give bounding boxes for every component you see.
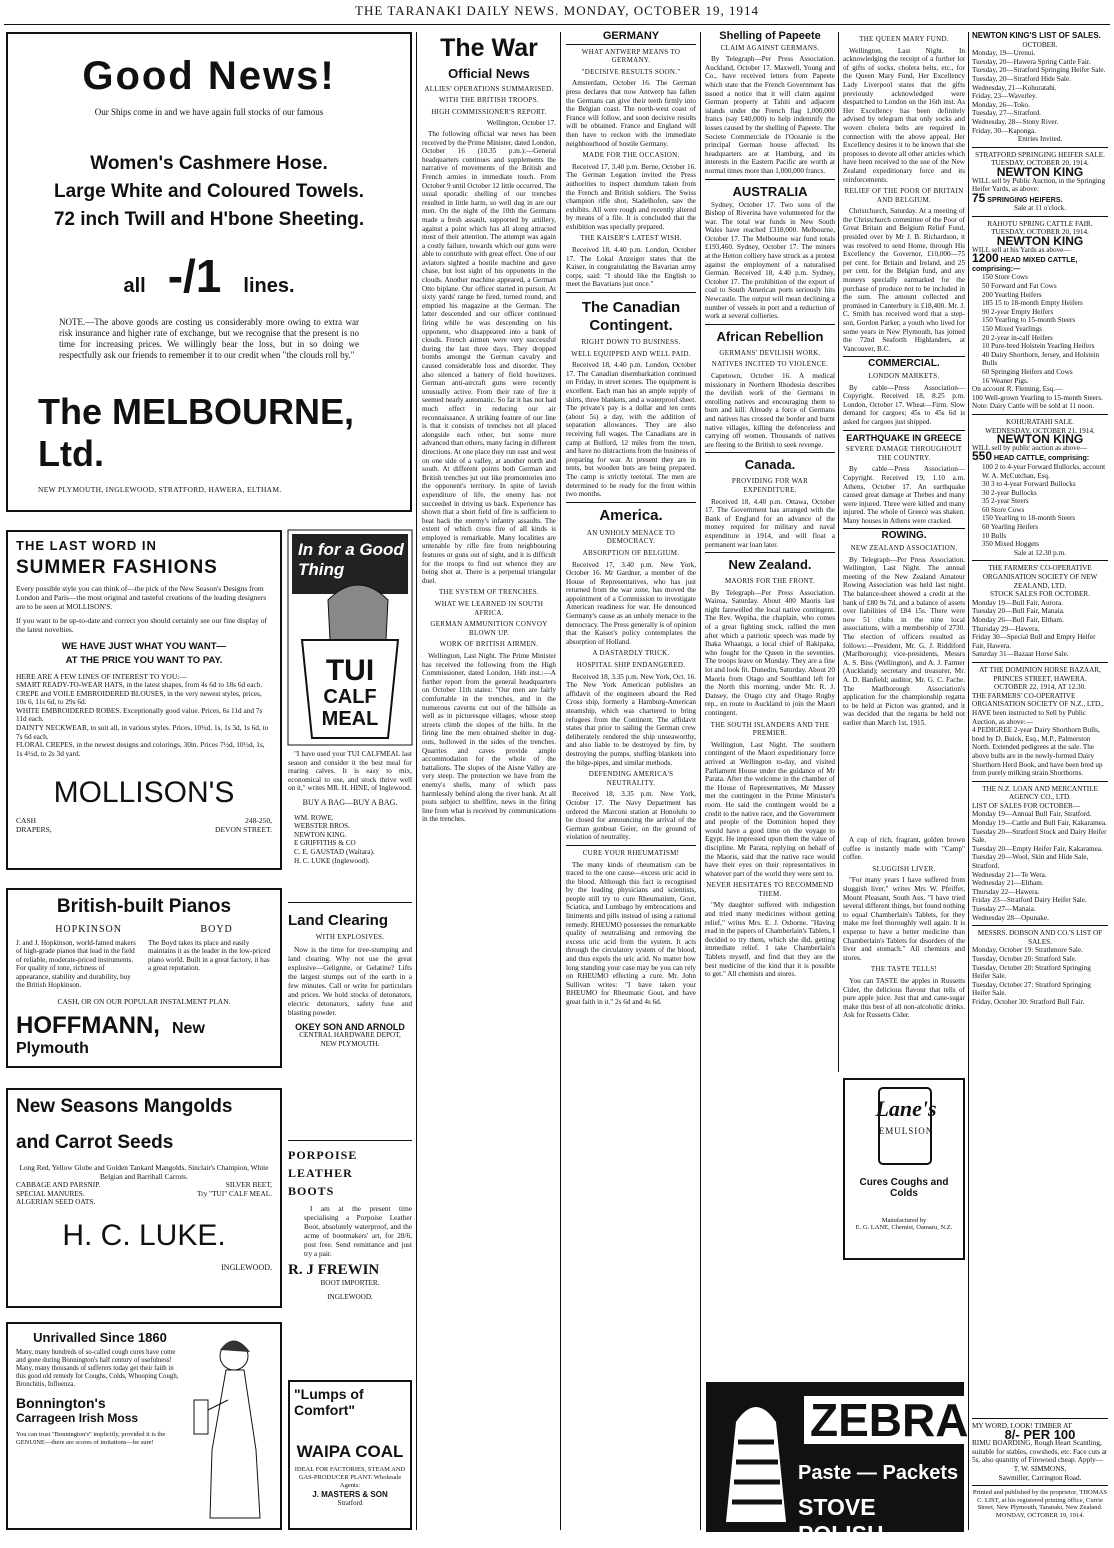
- list-item: 185 15 to 18-month Empty Heifers: [982, 299, 1083, 308]
- s3-firm: NEWTON KING: [996, 432, 1084, 447]
- s1-text: WILL sell by Public Auction, in the Springing Heifer Yards, as above:: [972, 176, 1106, 194]
- s2-text: WILL sell at his Yards as above—: [972, 245, 1071, 254]
- timber-name: T. W. SIMMONS,: [1013, 1464, 1067, 1473]
- list-item: Monday 19—Annual Bull Fair, Stratford.: [972, 810, 1092, 819]
- list-item: 40 Dairy Shorthorn, Jersey, and Holstein Bulls: [982, 350, 1100, 368]
- america-body3: Received 18, 3.35 p.m. New York, October 17. The Navy Department has ordered the Marconi station at Honolulu to be closed for announcing the arrival of the German gunboat Geier, on the ground of violation of neutrality.: [566, 790, 696, 842]
- war-column: [422, 32, 556, 1530]
- price-post: lines.: [243, 275, 295, 297]
- farmers-list: [972, 599, 1108, 659]
- s1-firm: NEWTON KING: [996, 164, 1084, 179]
- papeete-title: Shelling of Papeete: [719, 30, 821, 42]
- papeete-h1: CLAIM AGAINST GERMANS.: [720, 43, 820, 52]
- canadian-title2: Contingent.: [589, 317, 673, 335]
- african-body: Capetown, October 16. A medical missionary in Northern Rhodesia describes the devilish work of the Germans in enrolling natives and encouraging them to burn and kill. Already a force of Germans and natives has crossed the border and burnt native villages, killing the defenceless and carrying off women. Thousands of natives are fleeing to the British to seek revenge.: [705, 372, 835, 449]
- clearing-ad: [288, 908, 412, 1138]
- canada-body: Received 18, 4.40 p.m. Ottawa, October 17. The Government has arranged with the Bank of England for an advance of the money required for military and naval expenditure in 1914, and will float a permanent war loan later.: [705, 497, 835, 549]
- s3-title: KOHURATAHI SALE.: [1005, 417, 1075, 426]
- bazaar-text: HAVE been instructed to Sell by Public Auction, as above:—: [972, 708, 1087, 726]
- list-item: Tuesday 20—Wool, Skin and Hide Sale, Stratford.: [972, 853, 1089, 871]
- bonnington-name1: Bonnington's: [16, 1395, 106, 1411]
- tui-buy: BUY A BAG—BUY A BAG.: [302, 797, 398, 807]
- bonnington-text: Many, many hundreds of so-called cough cures have come and gone during Bonnington's half century of usefulness! Many, many thousands of sufferers today get their faith in this good old remedy for Coughs, Colds, Whooping Cough, Bronchitis, Influenza.: [16, 1349, 179, 1388]
- list-item: Tuesday 20—Empty Heifer Fair, Kakaramea.: [972, 844, 1103, 853]
- waipa-sub: IDEAL FOR FACTORIES, STEAM AND GAS-PRODUCER PLANT. Wholesale Agents:: [294, 1466, 406, 1489]
- taste-h2: THE TASTE TELLS!: [870, 965, 938, 974]
- timber-ad: [972, 1418, 1108, 1530]
- clearing-sub: WITH EXPLOSIVES.: [315, 933, 385, 941]
- bazaar-date: OCTOBER 22, 1914, AT 12.30.: [994, 683, 1086, 692]
- agent-list: [288, 814, 412, 866]
- frewin-place: INGLEWOOD.: [327, 1293, 373, 1302]
- tui-text: [288, 750, 412, 900]
- luke-line2b: Try "TUI" CALF MEAL.: [196, 1188, 272, 1198]
- rheumatism-title: CURE YOUR RHEUMATISM!: [582, 848, 680, 857]
- list-item: 60 Store Cows: [982, 505, 1025, 514]
- s3-time: Sale at 12.30 p.m.: [1014, 548, 1066, 557]
- canadian-h1: RIGHT DOWN TO BUSINESS.: [581, 338, 681, 347]
- melbourne-ad: [6, 32, 412, 512]
- list-item: SMART READY-TO-WEAR HATS, in the latest shapes, from 4s 6d to 18s 6d each.: [16, 680, 263, 689]
- list-item: FLORAL CREPES, in the newest designs and colorings, 30in. Prices 7½d, 10½d, 1s, 1s 4½d, to 2s 3d yard.: [16, 740, 265, 758]
- mollison-address: DEVON STREET.: [215, 825, 272, 835]
- porpoise-title3: BOOTS: [288, 1184, 335, 1198]
- masthead-rule: [4, 24, 1110, 25]
- nz-h2: THE SOUTH ISLANDERS AND THE PREMIER.: [710, 720, 830, 738]
- list-item: 30 2-year Bullocks: [982, 488, 1037, 497]
- list-item: 60 Yearling Heifers: [982, 523, 1039, 532]
- newton-title: NEWTON KING'S LIST OF SALES.: [972, 31, 1101, 40]
- african-h2: NATIVES INCITED TO VIOLENCE.: [711, 360, 829, 369]
- masthead: THE TARANAKI DAILY NEWS. MONDAY, OCTOBER 19, 1914: [355, 3, 759, 18]
- list-item: 350 Mixed Hoggets: [982, 540, 1040, 549]
- column-rule: [416, 32, 417, 1530]
- list-item: H. C. LUKE (Inglewood).: [294, 856, 370, 865]
- zebra-head-icon: [706, 1382, 802, 1532]
- waipa-ad: [288, 1380, 412, 1530]
- divider: [288, 902, 412, 903]
- lanes-mfr-name: E. G. LANE, Chemist, Oamaru, N.Z.: [855, 1224, 953, 1231]
- frewin-name: R. J FREWIN: [288, 1262, 380, 1278]
- list-item: Wednesday, 28—Stony River.: [972, 117, 1059, 126]
- luke-line3: ALGERIAN SEED OATS.: [16, 1197, 96, 1207]
- list-item: Monday 19—Cattle and Bull Fair, Kakaramea.: [972, 819, 1107, 828]
- porpoise-text: I am at the present time specialising a Porpoise Leather Boot, absolutely waterproof, and the acme of bootmakers' art, for 28/6, post free. Send remittance and just try a pair.: [304, 1204, 412, 1258]
- list-item: DAINTY NECKWEAR, to suit all, in various styles. Prices, 10½d, 1s, 1s 3d, 1s 6d, to 7s 6d each.: [16, 722, 269, 741]
- bonnington-since: Unrivalled Since 1860: [33, 1330, 167, 1345]
- farmers-h1: STOCK SALES FOR OCTOBER.: [990, 590, 1090, 599]
- list-item: Tuesday, October 20: Stratford Sale.: [972, 954, 1077, 963]
- taste-column: [843, 836, 965, 1072]
- nzloan-title: THE N.Z. LOAN AND MERCANTILE AGENCY CO., LTD.: [982, 784, 1098, 802]
- s2-firm: NEWTON KING: [996, 234, 1084, 249]
- bazaar-firm: THE FARMERS' CO-OPERATIVE ORGANISATION SOCIETY OF N.Z., LTD.,: [972, 691, 1104, 709]
- list-item: Wednesday 21—Te Wera.: [972, 870, 1047, 879]
- war-h3: HIGH COMMISSIONER'S REPORT.: [431, 107, 547, 116]
- taste-body3: You can TASTE the apples in Russetts Cider, the delicious flavour that tells of pure apple juice. Just that and cane-sugar make this best of all non-alcoholic drinks. Ask for Russetts Cider.: [843, 976, 965, 1020]
- list-item: Wednesday 28—Opunake.: [972, 913, 1049, 922]
- canadian-h2: WELL EQUIPPED AND WELL PAID.: [571, 349, 691, 358]
- taste-body: A cup of rich, fragrant, golden brown coffee is instantly made with "Camp" coffee.: [843, 836, 965, 862]
- america-body1: Received 17, 3.40 p.m. New York, October 16. Mr Gardner, a member of the House of Representatives, who has just returned from the war zone, has moved the appointment of a Commission to investigate American readiness for war. He denounced Germany's cause as an unholy menace to the democracy. The Press generally is of opinion that the Kaiser's policy contemplates the absorption of Holland.: [566, 560, 696, 646]
- america-body2: Received 18, 3.35 p.m. New York, Oct. 16. The New York American publishes an affidavit of the engineers aboard the Red Cross ship, formerly a Hamburg-American steamship, which was chartered to bring refugees from the Continent. The affidavit states that prior to sailing the German crew deliberately rendered the ship unseaworthy, and also liable to be destroyed by fire, by destroying the pumps, stuffing blankets into the bilge-pipes, and similar methods.: [566, 672, 696, 767]
- s1-time: Sale at 11 o'clock.: [1013, 204, 1067, 213]
- clearing-text: Now is the time for tree-stumping and land clearing. Why not use the great explosive—Gelignite, or Gelatine? Lifts the largest stumps out of the earth in a few minutes. Call or write for particulars and prices. We hold stocks of detonators, electric detonators, safety fuse and blasting powder.: [288, 944, 412, 1017]
- belgium-body: Christchurch, Saturday. At a meeting of the Christchurch committee of the Poor of Great Britain and Belgium Relief Fund, presided over by Mr J. B. Richardson, it was resolved to send Home, through His Excellency the Governor, £10,000—75 per cent. for Britain and Ireland, and 25 per cent. for the Belgian fund, and any moneys specially earmarked for the purchase of produce not to be included in the sum. The amount collected and promised in Canterbury is £18,400. Mr. J. C. Smith has received word that a step-son, Gordon Parker, a youth who lived for some years in New Plymouth, has joined the 72nd Seaforth Highlanders, at Vancouver, B.C.: [843, 207, 965, 353]
- germany-h3: MADE FOR THE OCCASION.: [582, 151, 680, 160]
- war-h4: THE SYSTEM OF TRENCHES.: [438, 588, 540, 597]
- farmers-title: THE FARMERS' CO-OPERATIVE ORGANISATION SOCIETY OF NEW ZEALAND, LTD.: [982, 564, 1098, 590]
- sales-column: [972, 32, 1108, 1412]
- war-body: The following official war news has been received by the Prime Minister, dated London, October 16 (10.35 p.m.):—General headquarters continues and supplements the narrative of movements of the British and French armies in immediate touch. From October 9 until October 12 little occurred. The usual sporadic shelling of our trenches resulted in little harm, so well dug in are our men. On the night of the 10th the Germans made a fresh assault, supported by artillery, against a point which has all along attracted most of their attention. The attempt was again a costly failure, towards which our guns were able to contribute with great effect. One of our aviators sighted a hostile machine and gave chase, but lost sight of his opponents in the clouds. Another machine appeared, a German Otto biplane. Our officer started in pursuit. At sixty yards' range he fired, turned round, and emptied his magazine at the German. The latter descended and our officer continued firing while he was descending on his opponent, who disappeared into a bank of clouds. French airmen were very successful during the last three days. They dropped bombs amongst the German cavalry and caused considerable loss and disorder. They also silenced a battery of field howitzers. German anti-aircraft guns were recently unusually active. From their rate of fire it seemed nearly automatic. So far it has not had much effect in reducing our air reconnaissance. A striking feature of our line is that it consists of trenches not all placed alongside each other, but some more advanced than others, many facing in different directions. At one place they run east and west on one side of a valley, at another north and south. At different points both German and British trenches jut out like promontories into the opponent's territory. In spite of lavish expenditure of life, the enemy has not succeeded in driving us back. Experience has shown that a short field of fire is sufficient to beat back the enemy's infantry assaults. The extent of which cross fire of all kinds is employed is remarkable. Many localities are untenable by rifle fire from neighbouring features or guns out of sight, and it is difficult for the troops to find out whence they are being shot at. There is a perpetual triangular duel.: [422, 129, 556, 585]
- war-h5: WHAT WE LEARNED IN SOUTH AFRICA.: [434, 600, 544, 617]
- list-item: Monday 26—Bull Fair, Eltham.: [972, 616, 1064, 624]
- pianos-title: British-built Pianos: [56, 896, 232, 917]
- nz-h3: NEVER HESITATES TO RECOMMEND THEM.: [706, 881, 834, 898]
- germany-title: GERMANY: [602, 30, 660, 42]
- rowing-title: ROWING.: [881, 530, 927, 542]
- s3-num: 550: [972, 449, 993, 464]
- queen-mary-title: THE QUEEN MARY FUND.: [859, 35, 949, 43]
- zebra-ad: [706, 1382, 969, 1547]
- s3-date: WEDNESDAY, OCTOBER 21, 1914.: [985, 426, 1095, 435]
- hoffmann-place: New Plymouth: [16, 1020, 205, 1058]
- mollison-ad: [6, 530, 282, 870]
- germany-h4: THE KAISER'S LATEST WISH.: [580, 234, 682, 243]
- newton-oct-head: OCTOBER.: [1022, 40, 1058, 49]
- list-item: 10 Bulls: [982, 531, 1007, 540]
- hoffmann-name: HOFFMANN,: [16, 1012, 160, 1040]
- commercial-h1: LONDON MARKETS.: [868, 371, 940, 380]
- list-item: Monday, October 19: Strathmore Sale.: [972, 946, 1083, 955]
- imprint: Printed and published by the proprietor, THOMAS C. LIST, at his registered printing office, Currie Street, New Plymouth, Taranaki, New Zealand. MONDAY, OCTOBER 19, 1914.: [972, 1489, 1108, 1519]
- america-h4: HOSPITAL SHIP ENDANGERED.: [576, 661, 686, 670]
- list-item: Tuesday, 27—Stratford.: [972, 109, 1041, 118]
- bazaar-item: 4 PEDIGREE 2-year Dairy Shorthorn Bulls, bred by D. Buick, Esq., M.P., Palmerston North. Extended pedigrees at the sale. The above bulls are in the newly-formed Dairy Shorthorn Herd Book, and have been bred up from purely milking strain Shorthorns.: [972, 726, 1103, 778]
- clearing-firm: OKEY SON AND ARNOLD: [295, 1021, 405, 1032]
- news-column-6: [843, 32, 965, 832]
- list-item: 16 Weaner Pigs.: [982, 376, 1029, 385]
- war-dateline: Wellington, October 17.: [486, 119, 556, 128]
- list-item: Tuesday, 20—Stratford Springing Heifer Sale.: [972, 66, 1106, 75]
- dobson-list: [972, 946, 1108, 1006]
- african-title: African Rebellion: [716, 328, 824, 344]
- germany-h1: WHAT ANTWERP MEANS TO GERMANY.: [581, 47, 681, 65]
- clearing-title: Land Clearing: [288, 912, 389, 929]
- s1-title: STRATFORD SPRINGING HEIFER SALE.: [975, 150, 1105, 159]
- melbourne-line1: Women's Cashmere Hose.: [90, 153, 328, 174]
- mollison-cash: CASH: [16, 816, 37, 826]
- war-body2: Wellington, Last Night. The Prime Minister has received the following from the High Commissioner, dated London, 16th inst.:—A further report from the general headquarters on October 11th states: "Our men are fairly comfortable in the trenches, and in the numerous caverns cut out of the hillside as well as in picturesque villages, whose steep streets climb the slopes of the hills. In the firing line the men obtained shelter in dug-outs, hollowed in the sides of the trenches. Quarries and caves provide ample accommodation for the whole of the battalions. The slopes of the Aisne Valley are very steep. The protection we have from the enemy's shells, many of which pass harmlessly behind along the river bank. At all posts subject to shellfire, news in the firing line from what is received by communications in the trenches.: [422, 652, 556, 824]
- mollison-intro2: If you want to be up-to-date and correct you should certainly see our fine display of the latest novelties.: [16, 616, 267, 634]
- war-subtitle: Official News: [448, 66, 530, 81]
- s2-num: 1200: [972, 251, 999, 266]
- bonnington-ad: [6, 1322, 282, 1530]
- list-item: 90 2-year Empty Heifers: [982, 307, 1054, 316]
- list-item: Tuesday, 20—Hawera Spring Cattle Fair.: [972, 57, 1091, 66]
- list-item: Wednesday 21—Eltham.: [972, 879, 1044, 888]
- tui-bucket1: TUI: [325, 654, 375, 687]
- tui-bucket2: CALF: [323, 686, 377, 708]
- waipa-name: WAIPA COAL: [296, 1442, 404, 1461]
- list-item: Monday, 19—Urenui.: [972, 49, 1036, 58]
- list-item: Friday, October 30: Stratford Bull Fair.: [972, 997, 1085, 1006]
- list-item: Tuesday, October 27: Stratford Springing Heifer Sale.: [972, 980, 1091, 998]
- list-item: Monday 19—Bull Fair, Aurora.: [972, 598, 1063, 607]
- dobson-title: MESSRS. DOBSON AND CO.'S LIST OF SALES.: [977, 929, 1103, 946]
- list-item: 150 Yearling to 18-month Steers: [982, 514, 1076, 523]
- zebra-brand: ZEBRA: [804, 1396, 974, 1444]
- nzloan-h1: LIST OF SALES FOR OCTOBER—: [972, 801, 1080, 810]
- melbourne-line2: Large White and Coloured Towels.: [53, 181, 364, 202]
- newton-oct-list: [972, 49, 1108, 135]
- taste-h1: SLUGGISH LIVER.: [872, 864, 936, 873]
- hopkinson-text: J. and J. Hopkinson, world-famed makers of high-grade pianos that lead in the field of reliable, moderate-priced instruments. For quality of tone, richness of appearance, stability and durability, buy the British Hopkinson.: [16, 939, 136, 990]
- column-rule: [560, 32, 561, 1530]
- list-item: Tuesday 20—Bull Fair, Manaia.: [972, 607, 1065, 616]
- luke-line1b: SILVER BEET,: [225, 1180, 272, 1190]
- list-item: E GRIFFITHS & CO: [294, 839, 356, 848]
- column-rule: [968, 32, 969, 1530]
- nz-body2: Wellington, Last Night. The southern contingent of the Maori expeditionary force arrived at Wellington to-day, and visited Parliament House under the guidance of Mr Parata. After the welcome in the chamber of the House of Representatives, Mr Massey met the contingent in the Prime Minister's room. He said the contingent would be a credit to the native race, and the Government and people of the Dominion hoped they would have a good time on the voyage to Egypt. He impressed upon them the value of discipline. Mr Parata, replying on behalf of the Maoris, said that the native race would have their eyes on their representatives in whatever part of the world they were sent to.: [705, 740, 835, 878]
- list-item: WHITE EMBROIDERED ROBES. Exceptionally good value. Prices, 6s 11d and 7s 11d each.: [16, 705, 263, 724]
- mollison-items: [16, 681, 272, 758]
- s3-text: WILL sell by public auction as above—: [972, 443, 1088, 452]
- germany-body1: Amsterdam, October 16. The German press declares that now Antwerp has fallen the Germans can give their teeth firmly into the Belgian coast. The north-west coast of France will follow, and soon decisive results will be obtained. France and England will then have to reckon with the immediate neighbourhood of hostile Germany.: [566, 79, 696, 148]
- queen-mary-body: Wellington, Last Night. In acknowledging the receipt of a further lot of gifts of socks, cholera belts, etc., for the Queen Mary Fund, Her Excellency Lady Liverpool states that the gifts previously acknowledged were despatched to London on the 16th inst. As Her Excellency has been definitely advised by telegram that only socks and woven cholera belts are required in connection with the above appeal, Her Excellency desires it to be known that she proposes to devote all other articles which have been received to the use of the New Zealand expeditionary force and its reinforcements.: [843, 46, 965, 184]
- brand-boyd: BOYD: [200, 924, 233, 935]
- america-h3: A DASTARDLY TRICK.: [592, 649, 670, 658]
- waipa-agent: J. MASTERS & SON: [312, 1490, 388, 1499]
- nz-title: New Zealand.: [728, 557, 812, 573]
- commercial-title: COMMERCIAL.: [868, 358, 940, 370]
- list-item: 60 Springing Heifers and Cows: [982, 367, 1073, 376]
- lanes-brand: Lane's: [875, 1096, 937, 1121]
- s3-item: HEAD CATTLE, comprising:: [993, 453, 1090, 463]
- america-h2: ABSORPTION OF BELGIUM.: [582, 548, 680, 557]
- pianos-cash: CASH, OR ON OUR POPULAR INSTALMENT PLAN.: [57, 997, 231, 1007]
- lanes-mfr: Manufactured by: [881, 1217, 927, 1224]
- list-item: Tuesday 20—Stratford Stock and Dairy Heifer Sale.: [972, 827, 1107, 845]
- nzloan-list: [972, 810, 1108, 922]
- luke-place: INGLEWOOD.: [221, 1262, 272, 1272]
- brand-hopkinson: HOPKINSON: [55, 924, 122, 935]
- war-h6: GERMAN AMMUNITION CONVOY BLOWN UP.: [430, 620, 548, 637]
- list-item: 30 3 to 4-year Forward Bullocks: [982, 480, 1076, 489]
- porpoise-title2: LEATHER: [288, 1166, 353, 1180]
- list-item: 35 2-year Steers: [982, 497, 1029, 506]
- war-title: The War: [440, 34, 538, 62]
- divider: [288, 1140, 412, 1141]
- timber-text: RIMU BOARDING, Rough Heart Scantling, suitable for stables, cowsheds, etc. Face cuts at 5s, also quantity of Firewood cheap. Apply—: [972, 1439, 1107, 1465]
- tui-ad: [288, 530, 412, 745]
- australia-body: Sydney, October 17. Two sons of the Bishop of Riverina have volunteered for the war. The total war funds in New South Wales have reached £318,000. Melbourne, October 17. The Melbourne war fund totals £193,460. Sydney, October 17. The miners at the Hetton colliery have struck as a protest against the employment of a naturalised German. Received 18, 4.40 p.m. Sydney, October 17. The prohibition of the export of coal to South American ports seriously hits Newcastle. The output will mean declining a number of vessels in port and a reduction of work at several collieries.: [705, 200, 835, 321]
- nz-body3: "My daughter suffered with indigestion and tried many medicines without getting relief," writes Mrs. E. J. Osborne. "Having read in the papers of Chamberlain's Tablets, I decided to try them, which she did, getting immediate relief. I take Chamberlain's Tablets myself, and find that they are the best medicine of the kind that it is possible to get." All chemists and stores.: [705, 901, 835, 979]
- mollison-title1: THE LAST WORD IN: [16, 538, 157, 553]
- greece-title: EARTHQUAKE IN GREECE: [846, 432, 962, 443]
- australia-title: AUSTRALIA: [732, 183, 808, 199]
- melbourne-branches: NEW PLYMOUTH, INGLEWOOD, STRATFORD, HAWERA, ELTHAM.: [38, 485, 282, 494]
- price-pre: all: [123, 275, 146, 297]
- bazaar-title: AT THE DOMINION HORSE BAZAAR, PRINCES STREET, HAWERA.: [979, 665, 1101, 683]
- luke-ad: [6, 1088, 282, 1308]
- canada-h1: PROVIDING FOR WAR EXPENDITURE.: [731, 477, 809, 494]
- list-item: CREPE and VOILE EMBROIDERED BLOUSES, in the very newest styles, prices, 10s 6, 11s 6d, to 29s 6d.: [16, 688, 262, 707]
- s2-title: RAHOTU SPRING CATTLE FAIR.: [987, 219, 1093, 228]
- mollison-title2: SUMMER FASHIONS: [16, 557, 218, 578]
- mollison-number: 248-250,: [245, 816, 272, 826]
- melbourne-note: NOTE.—The above goods are costing us considerably more owing to extra war risk insurance and higher rate of exchange, but we recognise that the present is no time for increasing prices. We willingly bear the loss, but in so doing we respectfully ask our friends to remember it to our credit when "the clouds roll by.": [59, 317, 359, 360]
- war-h2: WITH THE BRITISH TROOPS.: [439, 96, 539, 105]
- s1-date: TUESDAY, OCTOBER 20, 1914.: [991, 159, 1089, 168]
- luke-title2: and Carrot Seeds: [16, 1132, 174, 1153]
- list-item: 150 Store Cows: [982, 273, 1028, 282]
- lanes-brand2: EMULSION: [878, 1126, 934, 1136]
- list-item: Monday, 26—Toko.: [972, 100, 1030, 109]
- rheumatism-body: The many kinds of rheumatism can be traced to the one cause—excess uric acid in the blood. Although this fact is recognised by the leading physicians and scientists, people still try to cure Rheumatism, Gout, Sciatica, and Lumbago by embrocations and liniments and pills instead of using a rational remedy. RHEUMO possesses the remarkable quality of neutralising and removing the excess uric acid from the system. It acts through the circulatory system of the blood, and thus expels the uric acid. No matter how long standing your case may be you can rely on RHEUMO effecting a cure. Mr. John Sullivan writes: "I have taken your RHEUMO for Rheumatic Gout, and have great faith in it." 2s 6d and 4s 6d.: [566, 860, 696, 1006]
- list-item: Thursday 29—Hawera.: [972, 624, 1040, 633]
- list-item: Tuesday 27—Manaia.: [972, 905, 1036, 913]
- s2-list: [972, 273, 1108, 385]
- melbourne-line3: 72 inch Twill and H'bone Sheeting.: [53, 209, 365, 230]
- list-item: Thursday 22—Hawera.: [972, 887, 1040, 896]
- s1-item: SPRINGING HEIFERS.: [987, 194, 1063, 204]
- luke-text: Long Red, Yellow Globe and Golden Tankard Mangolds. Sinclair's Champion, White Belgian and Barriball Carrots.: [19, 1163, 269, 1181]
- mollison-name: MOLLISON'S: [53, 776, 235, 810]
- timber-price: 8/- PER 100: [1004, 1426, 1076, 1442]
- list-item: Wednesday, 21—Kohuratahi.: [972, 83, 1057, 92]
- belgium-title: RELIEF OF THE POOR OF BRITAIN AND BELGIUM.: [844, 187, 964, 204]
- list-item: 200 Yearling Heifers: [982, 290, 1042, 299]
- lanes-ad: [843, 1078, 965, 1260]
- list-item: 50 Forward and Fat Cows: [982, 282, 1057, 291]
- germany-body3: Received 18, 4.40 p.m. London, October 17. The Lokal Anzeiger states that the Kaiser, in congratulating the Bavarian army corps, said: "I should like the English to meet the Bavarians just once.": [566, 246, 696, 289]
- column-rule: [700, 32, 701, 1530]
- america-h5: DEFENDING AMERICA'S NEUTRALITY.: [588, 770, 674, 787]
- canadian-body: Received 18, 4.40 p.m. London, October 17. The Canadian disembarkation continued on Friday, in street scenes. The equipment is excellent. Each man has an ample supply of shirts, three blankets, and a waterproof sheet. The private's pay is a dollar and ten cents (about 5s) a day, with the addition of separation allowances. They are also receiving full wages. The Canadians are in camp at Bulford, 12 miles from the town, and have no distractions from the business of preparing for war. At present they are in tents, but wooden huts are being prepared. The camp is strictly teetotal. The men are determined to be ready for the front within two months.: [566, 361, 696, 499]
- nz-body: By Telegraph—Per Press Association. Wairoa, Saturday. About 400 Maoris last night farewelled the local native contingent. The Rev. Wepiha, the chaplain, who comes of a great fighting stock, rallied the men after which a patriotic speech was made by Ihaka Whaanga, a local chief of Rakipaka, who fought for the Queen in the seventies. The troops leave on Monday. They are a fine lot and look fit. Dunedin, Saturday. About 20 Maoris from Otago and Southland left for the North this morning, under Mr. R. J. Dansey, the Otago city and Otago Rugby rep., en route to Auckland to join the Maori contingent.: [705, 588, 835, 717]
- greece-body: By cable—Press Association—Copyright. Received 19, 1.10 a.m. Athens, October 17. An earthquake caused great damage at Thebes and many were injured. Three were killed and many injured. The whole of Greece was shaken. Many houses in Athens were cracked.: [843, 465, 965, 525]
- bonnington-name2: Carrageen Irish Moss: [16, 1411, 139, 1425]
- s3-list: [972, 463, 1108, 549]
- s2-note3: Note: Dairy Cattle will be sold at 11 noon.: [972, 402, 1095, 411]
- news-column-5: [705, 32, 835, 1072]
- good-news-headline: Good News!: [82, 54, 336, 98]
- list-item: Friday 23—Stratford Dairy Heifer Sale.: [972, 896, 1087, 905]
- list-item: WM. ROWE.: [294, 813, 334, 822]
- mollison-intro: Every possible style you can think of—the pick of the New Season's Designs from London and Paris—the most original and tasteful creations of the leading designers are to be seen at MOLLISON'S.: [16, 584, 267, 611]
- lanes-tag: Cures Coughs and Colds: [859, 1177, 949, 1199]
- pianos-ad: [6, 888, 282, 1068]
- taste-body2: "For many years I have suffered from sluggish liver," writes Mrs W. Pfeiffer, Mount Pleasant, South Aus. "I have tried several different things, but found nothing to equal Chamberlain's Tablets, for they make me feel thoroughly well again. It is expense to have a better medicine than Chamberlain's Tablets for disorders of the liver and stomach." All chemists and stores.: [843, 876, 965, 962]
- s2-date: TUESDAY, OCTOBER 20, 1914.: [991, 228, 1089, 237]
- porpoise-ad: [288, 1146, 412, 1356]
- column-rule: [838, 32, 839, 1072]
- melbourne-intro: Our Ships come in and we have again full stocks of our famous: [94, 107, 324, 117]
- canada-title: Canada.: [744, 457, 796, 473]
- s2-item: HEAD MIXED CATTLE, comprising:—: [972, 255, 1078, 273]
- america-title: America.: [599, 506, 663, 524]
- nz-h1: MAORIS FOR THE FRONT.: [724, 577, 816, 586]
- woman-illustration-icon: [190, 1330, 272, 1520]
- bonnington-warn: You can trust "Bonnington's" implicitly, provided it is the GENUINE—there are scores of imitations—be sure!: [16, 1431, 166, 1446]
- list-item: Friday, 23—Waverley.: [972, 92, 1037, 101]
- list-item: Tuesday, October 20: Stratford Springing Heifer Sale.: [972, 963, 1091, 981]
- germany-h2: "DECISIVE RESULTS SOON.": [581, 67, 681, 76]
- s2-note: On account R. Fleming, Esq.—: [972, 385, 1063, 394]
- luke-line1: CABBAGE AND PARSNIP.: [16, 1180, 101, 1190]
- list-item: Friday, 30—Kaponga.: [972, 126, 1037, 135]
- rowing-h1: NEW ZEALAND ASSOCIATION.: [850, 544, 958, 553]
- frewin-trade: BOOT IMPORTER.: [320, 1278, 380, 1287]
- mollison-slogan1: WE HAVE JUST WHAT YOU WANT—: [61, 641, 227, 652]
- s2-note2: 100 Well-grown Yearling to 15-month Steers.: [972, 393, 1103, 402]
- canadian-title1: The Canadian: [581, 299, 681, 317]
- luke-name: H. C. LUKE.: [62, 1218, 226, 1252]
- timber-place: Sawmiller, Carrington Road.: [998, 1473, 1082, 1482]
- list-item: C. E. GAUSTAD (Waitara).: [294, 847, 375, 856]
- war-h1: ALLIES' OPERATIONS SUMMARISED.: [424, 84, 554, 93]
- list-item: 100 2 to 4-year Forward Bullocks, account W. A. McCutchan, Esq.: [982, 462, 1106, 480]
- newton-entries: Entries Invited.: [1017, 135, 1063, 144]
- mollison-list-intro: HERE ARE A FEW LINES OF INTEREST TO YOU:—: [16, 672, 187, 681]
- porpoise-title1: PORPOISE: [288, 1148, 358, 1162]
- zebra-line2: Paste — Packets: [798, 1462, 959, 1484]
- waipa-lumps: "Lumps of Comfort": [294, 1386, 364, 1418]
- price-figure: -/1: [167, 250, 222, 302]
- list-item: Tuesday, 20—Stratford Hide Sale.: [972, 74, 1071, 83]
- luke-title1: New Seasons Mangolds: [16, 1096, 233, 1117]
- waipa-place: Stratford: [337, 1499, 363, 1507]
- germany-column: [566, 32, 696, 1530]
- mollison-drapers: DRAPERS,: [16, 825, 52, 835]
- greece-h1: SEVERE DAMAGE THROUGHOUT THE COUNTRY.: [845, 445, 963, 462]
- clearing-place: NEW PLYMOUTH.: [320, 1039, 380, 1048]
- list-item: NEWTON KING.: [294, 830, 347, 839]
- tui-quote: "I have used your TUI CALFMEAL last season and consider it the best meal for rearing calves. It is easy to mix, economical to use, and stock thrive well on it," writes MR. H. HINE, of Inglewood.: [288, 750, 412, 793]
- boyd-text: The Boyd takes its place and easily maintains it as the leader in the low-priced piano world. Built in a great factory, it has a great reputation.: [148, 939, 271, 973]
- list-item: Friday 30—Special Bull and Empty Heifer Fair, Hawera.: [972, 633, 1096, 650]
- list-item: 20 2-year in-calf Heifers: [982, 333, 1053, 342]
- list-item: WEBSTER BROS.: [294, 822, 350, 831]
- rowing-body: By Telegraph—Per Press Association. Wellington, Last Night. The annual meeting of the New Zealand Amateur Rowing Association was held last night. The balance-sheet showed a credit at the bank of £80 9s 7d, and a balance of assets over liabilities of £84 15s. There were now 51 clubs in the nine local associations, with a membership of 2730. The election of officers resulted as follows:—President, Mr. G. J. Riddiford (Marlborough); vice-presidents, Messrs A. S. Biss (Wellington), and A. J. Farmer (Auckland); secretary and treasurer, Mr. A. D. Banfield; auditor, Mr. G. C. Fache. The Marlborough Association's application for the championship regatta to be held at Picton was granted, and it was decided that the regatta be held not earlier than March 1st, 1915.: [843, 555, 965, 727]
- list-item: Saturday 31—Bazaar Horse Sale.: [972, 650, 1069, 659]
- timber-title: MY WORD, LOOK! TIMBER AT: [972, 1422, 1072, 1430]
- melbourne-store-name: The MELBOURNE, Ltd.: [38, 391, 355, 474]
- s1-num: 75: [972, 190, 986, 205]
- tui-banner: In for a Good Thing: [298, 540, 404, 579]
- zebra-line3: STOVE POLISH: [798, 1494, 884, 1547]
- tui-bucket3: MEAL: [321, 708, 379, 730]
- papeete-body: By Telegraph—Per Press Association. Auckland, October 17. Maxwell, Young and Co., have received letters from Papeete which state that the French Government has issued a notice that it will claim against German property at Tahiti and adjacent islands under the French flag 1,000,000 francs (say £40,000) to help indemnify the losses caused by the shelling of Papeete. The Societe Commerciale de l'Oceanie is the principal German house affected. Its headquarters are at Hamburg, and its interests in the Eastern Pacific are worth at normal times more than 1,000,000 francs.: [705, 55, 835, 175]
- clearing-firm2: CENTRAL HARDWARE DEPOT,: [299, 1031, 401, 1040]
- african-h1: GERMANS' DEVILISH WORK.: [719, 348, 821, 357]
- america-h1: AN UNHOLY MENACE TO DEMOCRACY.: [586, 528, 676, 546]
- list-item: 10 Pure-bred Holstein Yearling Heifers: [982, 342, 1095, 351]
- list-item: 150 Mixed Yearlings: [982, 325, 1043, 333]
- mollison-slogan2: AT THE PRICE YOU WANT TO PAY.: [65, 655, 223, 666]
- commercial-body: By cable—Press Association—Copyright. Received 18, 8.25 p.m. London, October 17. Wheat—Firm. Slow demand for cargoes; 45s to 45s 6d is asked for cargoes just shipped.: [843, 383, 965, 426]
- war-h7: WORK OF BRITISH AIRMEN.: [439, 640, 539, 649]
- list-item: 150 Yearling to 15-month Steers: [982, 316, 1076, 325]
- germany-body2: Received 17, 3.40 p.m. Berne, October 16. The German Legation invited the Press authorities to inspect dumdum taken from the French and British soldiers. The Swiss champion rifle shot, Stadelhofen, saw the exhibits. All were rough and recently altered by means of a file. It is concluded that the exhibition was specially prepared.: [566, 162, 696, 231]
- luke-line2: SPECIAL MANURES.: [16, 1188, 85, 1198]
